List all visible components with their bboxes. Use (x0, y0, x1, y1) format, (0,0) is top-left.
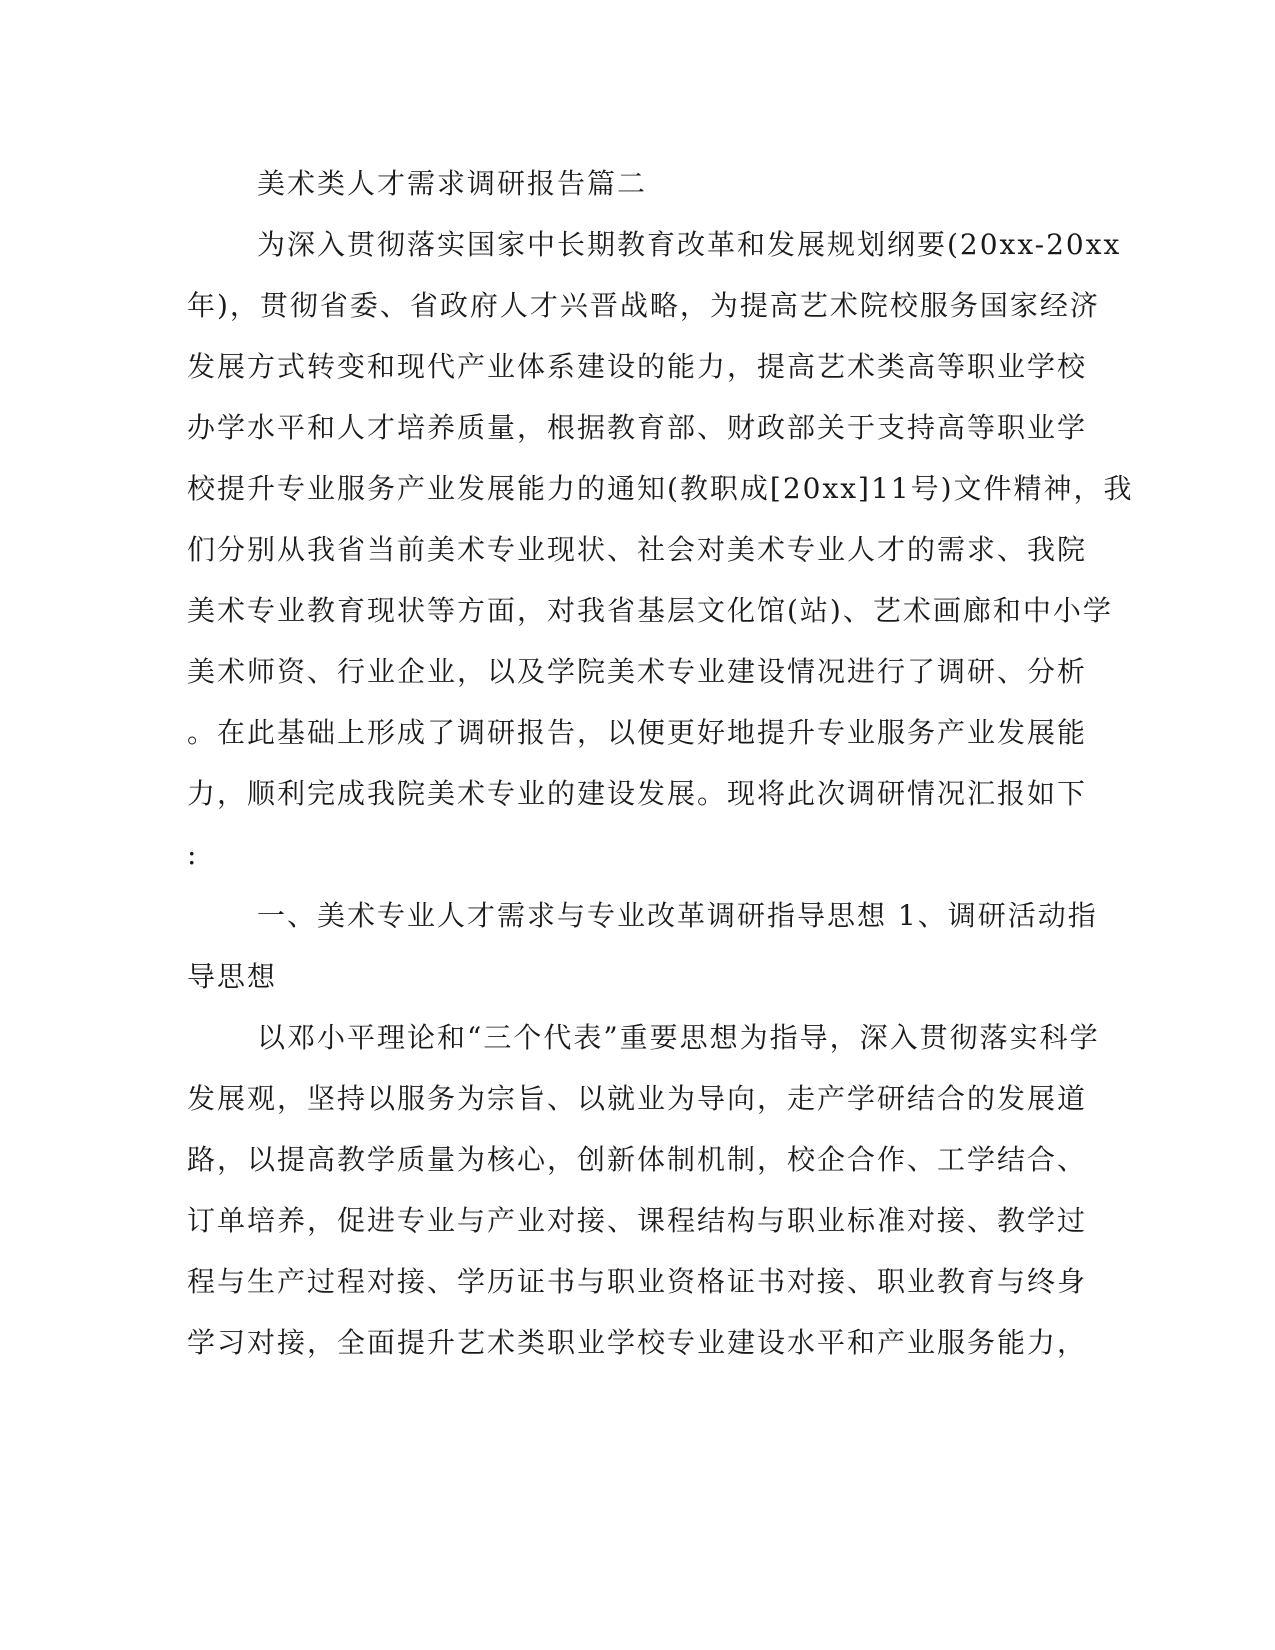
paragraph-line: 路，以提高教学质量为核心，创新体制机制，校企合作、工学结合、 (187, 1143, 1088, 1176)
paragraph-line: : (187, 838, 199, 871)
paragraph-line: 美术专业教育现状等方面，对我省基层文化馆(站)、艺术画廊和中小学 (187, 594, 1113, 627)
paragraph-line: 发展方式转变和现代产业体系建设的能力，提高艺术类高等职业学校 (187, 350, 1088, 383)
paragraph-line: 发展观，坚持以服务为宗旨、以就业为导向，走产学研结合的发展道 (187, 1082, 1088, 1115)
paragraph-line: 以邓小平理论和“三个代表”重要思想为指导，深入贯彻落实科学 (257, 1021, 1100, 1054)
paragraph-line: 。在此基础上形成了调研报告，以便更好地提升专业服务产业发展能 (187, 716, 1088, 749)
section-heading-line: 导思想 (187, 960, 278, 993)
paragraph-line: 程与生产过程对接、学历证书与职业资格证书对接、职业教育与终身 (187, 1265, 1088, 1298)
paragraph-line: 学习对接，全面提升艺术类职业学校专业建设水平和产业服务能力， (187, 1326, 1088, 1359)
paragraph-line: 年)，贯彻省委、省政府人才兴晋战略，为提高艺术院校服务国家经济 (187, 289, 1100, 322)
paragraph-line: 力，顺利完成我院美术专业的建设发展。现将此次调研情况汇报如下 (187, 777, 1088, 810)
paragraph-line: 校提升专业服务产业发展能力的通知(教职成[20xx]11号)文件精神，我 (187, 472, 1134, 505)
paragraph-line: 美术师资、行业企业，以及学院美术专业建设情况进行了调研、分析 (187, 655, 1088, 688)
paragraph-line: 们分别从我省当前美术专业现状、社会对美术专业人才的需求、我院 (187, 533, 1088, 566)
paragraph-line: 办学水平和人才培养质量，根据教育部、财政部关于支持高等职业学 (187, 411, 1088, 444)
document-body (187, 162, 1134, 1382)
paragraph-line: 为深入贯彻落实国家中长期教育改革和发展规划纲要(20xx-20xx (257, 228, 1122, 261)
section-heading-line: 一、美术专业人才需求与专业改革调研指导思想 1、调研活动指 (257, 899, 1098, 932)
paragraph-line: 订单培养，促进专业与产业对接、课程结构与职业标准对接、教学过 (187, 1204, 1088, 1237)
document-title: 美术类人才需求调研报告篇二 (257, 167, 648, 200)
